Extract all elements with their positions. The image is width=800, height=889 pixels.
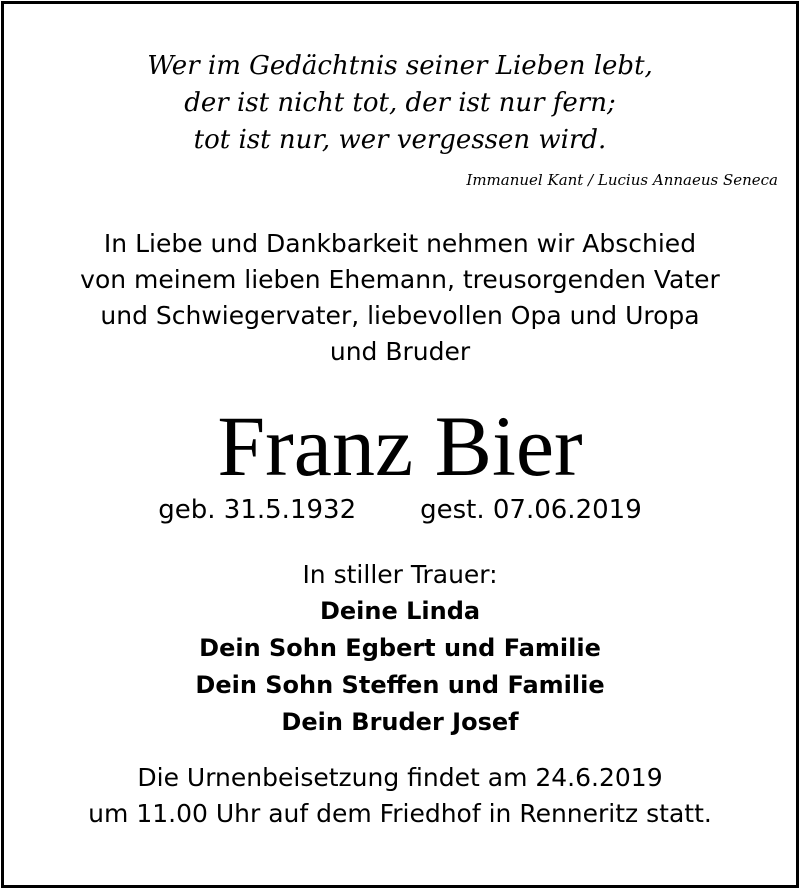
mourner-name: Dein Sohn Egbert und Familie <box>199 634 601 662</box>
burial-notice <box>4 760 796 832</box>
deceased-name: Franz Bier <box>217 398 583 494</box>
birth-date: geb. 31.5.1932 <box>158 495 357 525</box>
farewell-text <box>4 226 796 370</box>
mourning-heading: In stiller Trauer: <box>302 560 498 589</box>
farewell-line: von meinem lieben Ehemann, treusorgenden Vater <box>80 265 720 294</box>
mourners-list <box>4 593 796 741</box>
mourner-name: Dein Sohn Steffen und Familie <box>195 671 605 699</box>
farewell-line: und Schwiegervater, liebevollen Opa und Uropa <box>100 301 700 330</box>
life-dates <box>4 490 796 530</box>
burial-line: um 11.00 Uhr auf dem Friedhof in Renneritz statt. <box>88 799 712 828</box>
quote-line: Wer im Gedächtnis seiner Lieben lebt, <box>147 51 653 81</box>
burial-line: Die Urnenbeisetzung findet am 24.6.2019 <box>137 763 663 792</box>
farewell-line: In Liebe und Dankbarkeit nehmen wir Abschied <box>103 229 697 258</box>
quote-line: tot ist nur, wer vergessen wird. <box>193 125 607 155</box>
death-date: gest. 07.06.2019 <box>420 495 642 525</box>
memorial-quote <box>4 48 796 159</box>
mourner-name: Deine Linda <box>319 597 481 625</box>
quote-line: der ist nicht tot, der ist nur fern; <box>184 88 616 118</box>
quote-attribution: Immanuel Kant / Lucius Annaeus Seneca <box>466 171 778 189</box>
obituary-content <box>4 4 796 885</box>
farewell-line: und Bruder <box>329 337 471 366</box>
mourner-name: Dein Bruder Josef <box>281 708 519 736</box>
obituary-frame <box>1 1 799 888</box>
